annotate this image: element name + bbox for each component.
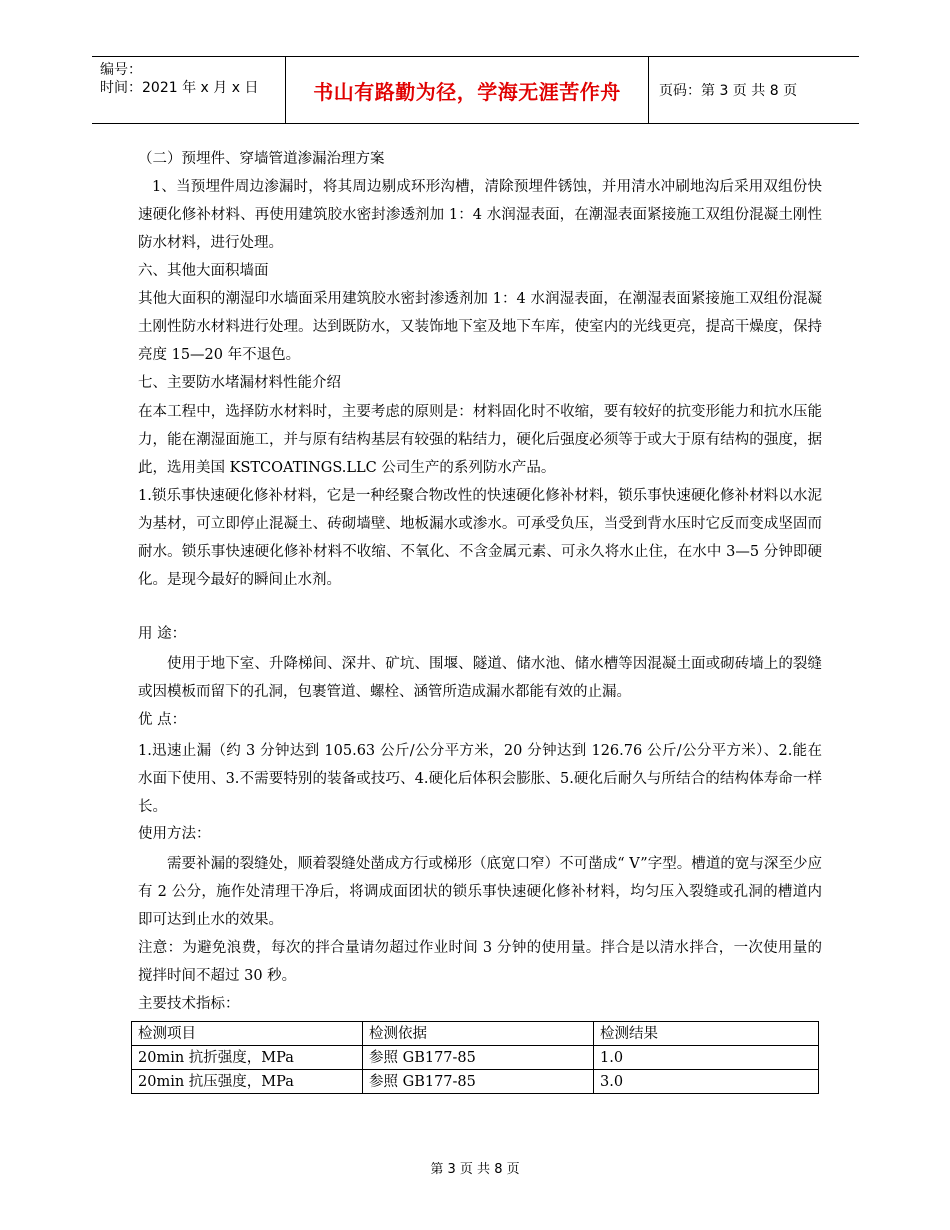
page-footer: 第 3 页 共 8 页 bbox=[430, 1162, 520, 1177]
method-paragraph: 需要补漏的裂缝处，顺着裂缝处凿成方行或梯形（底宽口窄）不可凿成“ V”字型。槽道的宽与深至少应有 2 公分，施作处清理干净后，将调成面团状的锁乐事快速硬化修补材料，均匀压入裂缝或孔洞的槽道内即可达到止水的效果。 bbox=[138, 856, 822, 928]
section-7-title: 七、主要防水堵漏材料性能介绍 bbox=[138, 375, 341, 391]
spec-table bbox=[131, 1021, 819, 1094]
method-title: 使用方法： bbox=[138, 826, 211, 842]
page-header bbox=[92, 56, 859, 124]
table-cell: 参照 GB177-85 bbox=[363, 1070, 594, 1094]
table-header-cell: 检测项目 bbox=[132, 1022, 363, 1046]
table-cell: 参照 GB177-85 bbox=[363, 1046, 594, 1070]
header-motto: 书山有路勤为径，学海无涯苦作舟 bbox=[313, 79, 621, 104]
table-cell: 20min 抗折强度，MPa bbox=[132, 1046, 363, 1070]
advantages-title: 优 点： bbox=[138, 712, 187, 728]
table-cell: 20min 抗压强度，MPa bbox=[132, 1070, 363, 1094]
section-7-paragraph-2: 1.锁乐事快速硬化修补材料，它是一种经聚合物改性的快速硬化修补材料，锁乐事快速硬化修补材料以水泥为基材，可立即停止混凝土、砖砌墙壁、地板漏水或渗水。可承受负压，当受到背水压时它反而变成坚固而耐水。锁乐事快速硬化修补材料不收缩、不氧化、不含金属元素、可永久将水止住，在水中 3—5 分钟即硬化。是现今最好的瞬间止水剂。 bbox=[138, 488, 822, 588]
section-6-paragraph: 其他大面积的潮湿印水墙面采用建筑胶水密封渗透剂加 1：4 水润湿表面，在潮湿表面紧接施工双组份混凝土刚性防水材料进行处理。达到既防水，又装饰地下室及地下车库，使室内的光线更亮，提高干燥度，保持亮度 15—20 年不退色。 bbox=[138, 291, 822, 363]
table-header-cell: 检测依据 bbox=[363, 1022, 594, 1046]
document-number-label: 编号： bbox=[100, 62, 142, 78]
document-time-label: 时间：2021 年 x 月 x 日 bbox=[100, 80, 259, 96]
usage-paragraph: 使用于地下室、升降梯间、深井、矿坑、围堰、隧道、储水池、储水槽等因混凝土面或砌砖墙上的裂缝或因模板而留下的孔洞，包裹管道、螺栓、涵管所造成漏水都能有效的止漏。 bbox=[138, 656, 822, 700]
table-cell: 1.0 bbox=[594, 1046, 819, 1070]
table-row bbox=[132, 1070, 819, 1094]
table-cell: 3.0 bbox=[594, 1070, 819, 1094]
note-paragraph: 注意：为避免浪费，每次的拌合量请勿超过作业时间 3 分钟的使用量。拌合是以清水拌合，一次使用量的搅拌时间不超过 30 秒。 bbox=[138, 940, 822, 984]
section-6-title: 六、其他大面积墙面 bbox=[138, 263, 269, 279]
table-row bbox=[132, 1046, 819, 1070]
table-header-row bbox=[132, 1022, 819, 1046]
header-meta bbox=[100, 61, 258, 97]
spec-title: 主要技术指标： bbox=[138, 996, 240, 1012]
section-2-paragraph: 1、当预埋件周边渗漏时，将其周边剔成环形沟槽，清除预埋件锈蚀，并用清水冲刷地沟后采用双组份快速硬化修补材料、再使用建筑胶水密封渗透剂加 1：4 水润湿表面，在潮湿表面紧接施工双组份混凝土刚性防水材料，进行处理。 bbox=[138, 179, 822, 251]
advantages-paragraph: 1.迅速止漏（约 3 分钟达到 105.63 公斤/公分平方米，20 分钟达到 126.76 公斤/公分平方米）、2.能在水面下使用、3.不需要特别的装备或技巧、4.硬化后体积会膨胀、5.硬化后耐久与所结合的结构体寿命一样长。 bbox=[138, 743, 822, 815]
section-7-paragraph-1: 在本工程中，选择防水材料时，主要考虑的原则是：材料固化时不收缩，要有较好的抗变形能力和抗水压能力，能在潮湿面施工，并与原有结构基层有较强的粘结力，硬化后强度必须等于或大于原有结构的强度，据此，选用美国 KSTCOATINGS.LLC 公司生产的系列防水产品。 bbox=[138, 404, 822, 476]
table-header-cell: 检测结果 bbox=[594, 1022, 819, 1046]
section-2-title: （二）预埋件、穿墙管道渗漏治理方案 bbox=[138, 151, 385, 167]
usage-title: 用 途： bbox=[138, 626, 187, 642]
header-page-number: 页码：第 3 页 共 8 页 bbox=[659, 83, 798, 99]
